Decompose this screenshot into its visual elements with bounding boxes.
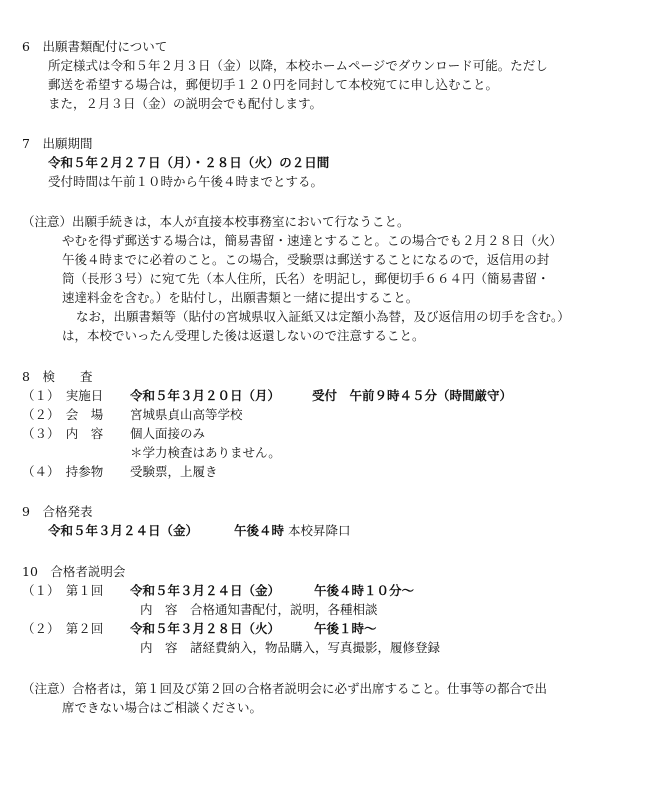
reception-hours: 受付時間は午前１０時から午後４時までとする。 — [48, 174, 324, 189]
note-1-line-5: 速達料金を含む。）を貼付し，出願書類と一緒に提出すること。 — [62, 290, 419, 305]
section-6-line-1: 所定様式は令和５年２月３日（金）以降，本校ホームページでダウンロード可能。ただし — [48, 58, 548, 73]
exam-items-row — [22, 462, 642, 482]
section-10-heading: 10 合格者説明会 — [22, 564, 126, 579]
exam-venue-label: （２） 会 場 — [22, 407, 104, 422]
note-1-line-4: 筒（長形３号）に宛て先（本人住所，氏名）を明記し，郵便切手６６４円（簡易書留・ — [62, 271, 550, 286]
note-2-line-1: （注意）合格者は，第１回及び第２回の合格者説明会に必ず出席すること。仕事等の都合で出 — [22, 681, 548, 696]
exam-venue-row — [22, 405, 642, 425]
briefing-2-date: 令和５年３月２８日（火） — [130, 621, 281, 636]
note-1-line-2: やむを得ず郵送する場合は，簡易書留・速達とすること。この場合でも２月２８日（火） — [62, 233, 563, 248]
briefing-2-label: （２） 第２回 — [22, 621, 104, 636]
section-8-heading: 8 検 査 — [22, 369, 93, 384]
briefing-1-time: 午後４時１０分～ — [314, 583, 415, 598]
note-1-line-7: は，本校でいったん受理した後は返還しないので注意すること。 — [62, 328, 425, 343]
note-2-line-2: 席できない場合はご相談ください。 — [62, 700, 263, 715]
note-1-line-1: （注意）出願手続きは，本人が直接本校事務室において行なうこと。 — [22, 214, 410, 229]
exam-date-label: （１） 実施日 — [22, 388, 104, 403]
section-6-line-3: また，２月３日（金）の説明会でも配付します。 — [48, 96, 323, 111]
exam-date-value: 令和５年３月２０日（月） — [130, 388, 281, 403]
briefing-2-row — [22, 619, 642, 639]
section-6-line-2: 郵送を希望する場合は，郵便切手１２０円を同封して本校宛てに申し込むこと。 — [48, 77, 499, 92]
exam-content-note: ＊学力検査はありません。 — [130, 445, 281, 460]
exam-items-value: 受験票，上履き — [130, 464, 218, 479]
exam-content-label: （３） 内 容 — [22, 426, 104, 441]
briefing-2-time: 午後１時～ — [314, 621, 377, 636]
application-period: 令和５年２月２７日（月）・２８日（火）の２日間 — [48, 155, 330, 170]
briefing-1-date: 令和５年３月２４日（金） — [130, 583, 281, 598]
exam-venue-value: 宮城県貞山高等学校 — [130, 407, 243, 422]
briefing-1-row — [22, 581, 642, 601]
section-6-heading: 6 出願書類配付について — [22, 39, 168, 54]
results-date: 令和５年３月２４日（金） — [48, 523, 199, 538]
exam-date-row — [22, 386, 642, 406]
results-time: 午後４時 — [234, 523, 285, 538]
section-9-heading: 9 合格発表 — [22, 504, 93, 519]
briefing-1-content: 内 容 合格通知書配付，説明，各種相談 — [140, 602, 378, 617]
exam-content-row — [22, 424, 642, 444]
briefing-1-label: （１） 第１回 — [22, 583, 104, 598]
results-row — [48, 521, 608, 541]
results-place: 本校昇降口 — [288, 523, 351, 538]
note-1-line-3: 午後４時までに必着のこと。この場合，受験票は郵送することになるので，返信用の封 — [62, 252, 550, 267]
exam-items-label: （４） 持参物 — [22, 464, 104, 479]
note-1-line-6: なお，出願書類等（貼付の宮城県収入証紙又は定額小為替，及び返信用の切手を含む。） — [76, 309, 570, 324]
section-7-heading: 7 出願期間 — [22, 136, 93, 151]
briefing-2-content: 内 容 諸経費納入，物品購入，写真撮影，履修登録 — [140, 640, 441, 655]
exam-reception-time: 受付 午前９時４５分（時間厳守） — [312, 388, 513, 403]
exam-content-value: 個人面接のみ — [130, 426, 206, 441]
